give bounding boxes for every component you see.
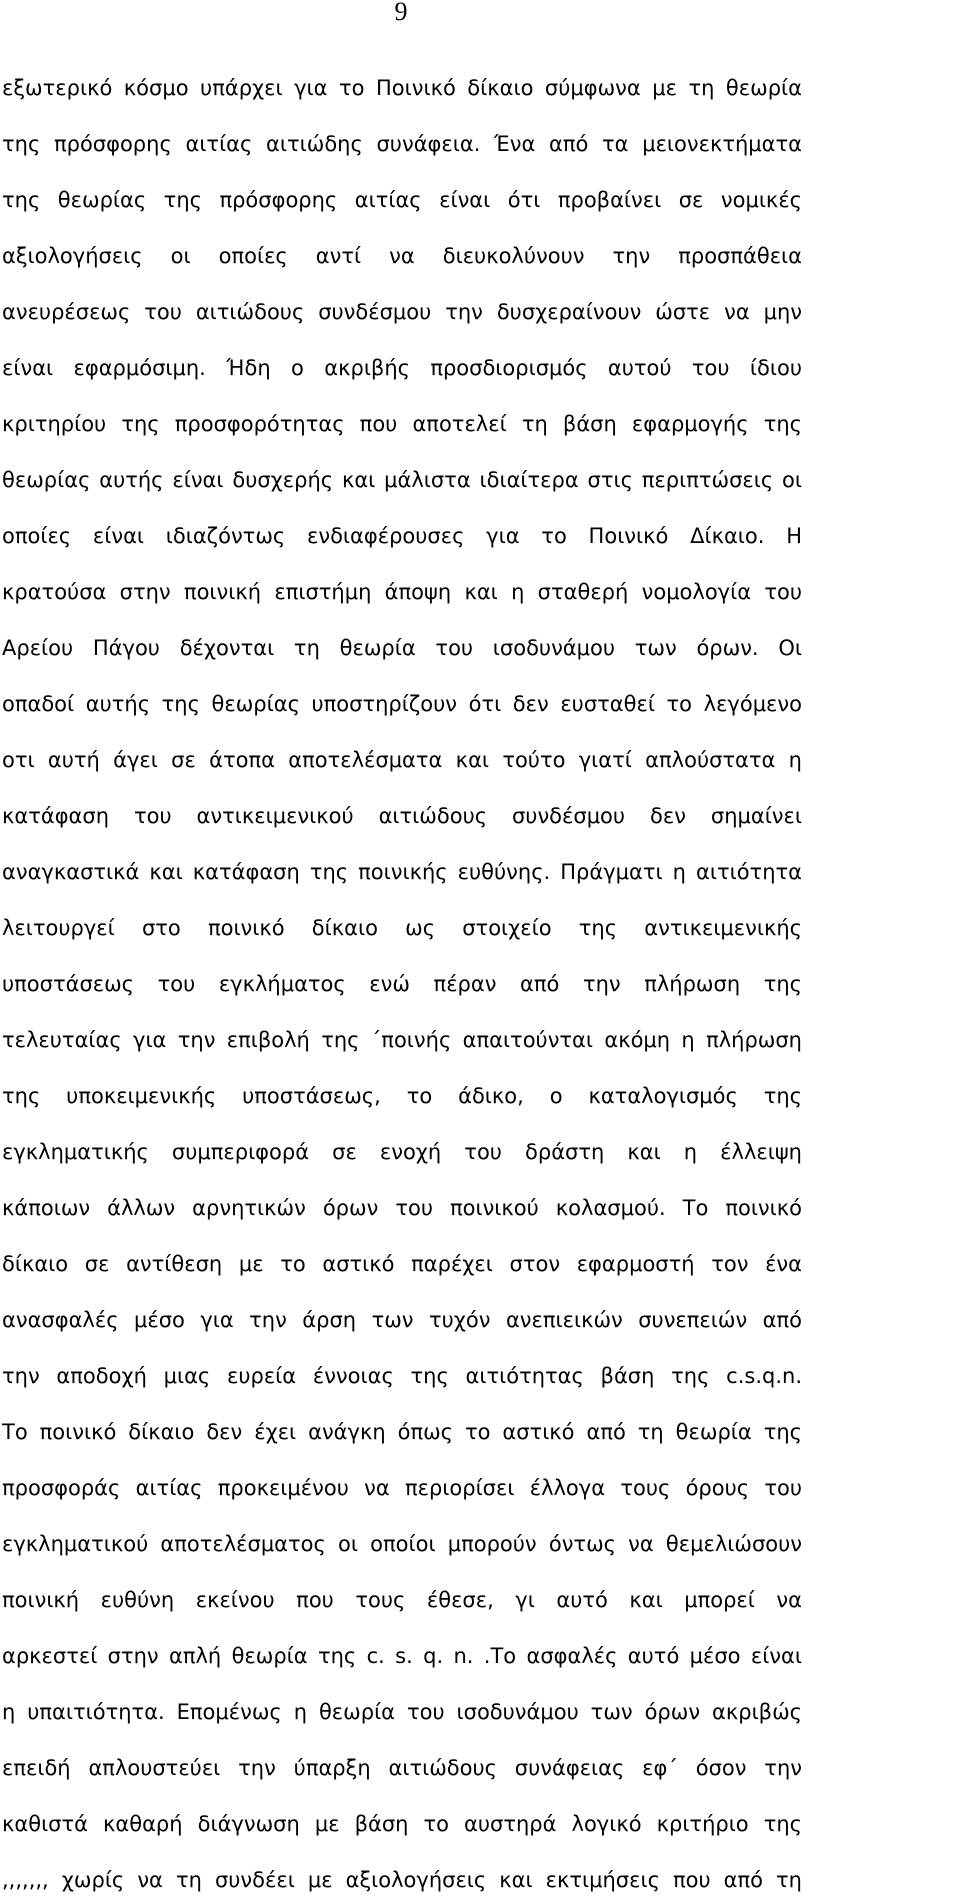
text-line: λειτουργεί στο ποινικό δίκαιο ως στοιχείο της αντικειμενικής (2, 916, 802, 940)
text-line: προσφοράς αιτίας προκειμένου να περιορίσει έλλογα τους όρους του (2, 1476, 802, 1500)
text-line: της υποκειμενικής υποστάσεως, το άδικο, ο καταλογισμός της (2, 1084, 802, 1108)
text-line: οπαδοί αυτής της θεωρίας υποστηρίζουν ότι δεν ευσταθεί το λεγόμενο (2, 692, 802, 716)
text-line: οτι αυτή άγει σε άτοπα αποτελέσματα και τούτο γιατί απλούστατα η (2, 748, 802, 772)
text-line: κάποιων άλλων αρνητικών όρων του ποινικού κολασμού. Το ποινικό (2, 1196, 802, 1220)
text-line: οποίες είναι ιδιαζόντως ενδιαφέρουσες για το Ποινικό Δίκαιο. Η (2, 524, 802, 548)
text-line: κριτηρίου της προσφορότητας που αποτελεί τη βάση εφαρμογής της (2, 412, 802, 436)
text-line: της θεωρίας της πρόσφορης αιτίας είναι ότι προβαίνει σε νομικές (2, 188, 802, 212)
text-line: η υπαιτιότητα. Επομένως η θεωρία του ισοδυνάμου των όρων ακριβώς (2, 1700, 802, 1724)
text-line: υποστάσεως του εγκλήματος ενώ πέραν από την πλήρωση της (2, 972, 802, 996)
text-line: τελευταίας για την επιβολή της ΄ποινής απαιτούνται ακόμη η πλήρωση (2, 1028, 802, 1052)
text-line: εγκληματικής συμπεριφορά σε ενοχή του δράστη και η έλλειψη (2, 1140, 802, 1164)
text-line: επειδή απλουστεύει την ύπαρξη αιτιώδους συνάφειας εφ΄ όσον την (2, 1756, 802, 1780)
text-line: εξωτερικό κόσμο υπάρχει για το Ποινικό δίκαιο σύμφωνα με τη θεωρία (2, 76, 802, 100)
text-line: είναι εφαρμόσιμη. Ήδη ο ακριβής προσδιορισμός αυτού του ίδιου (2, 356, 802, 380)
text-line: της πρόσφορης αιτίας αιτιώδης συνάφεια. Ένα από τα μειονεκτήματα (2, 132, 802, 156)
text-line: ανευρέσεως του αιτιώδους συνδέσμου την δυσχεραίνουν ώστε να μην (2, 300, 802, 324)
text-line: κρατούσα στην ποινική επιστήμη άποψη και η σταθερή νομολογία του (2, 580, 802, 604)
text-line: κατάφαση του αντικειμενικού αιτιώδους συνδέσμου δεν σημαίνει (2, 804, 802, 828)
text-line: αρκεστεί στην απλή θεωρία της c. s. q. n. .Το ασφαλές αυτό μέσο είναι (2, 1644, 802, 1668)
text-line: δίκαιο σε αντίθεση με το αστικό παρέχει στον εφαρμοστή τον ένα (2, 1252, 802, 1276)
text-line: Αρείου Πάγου δέχονται τη θεωρία του ισοδυνάμου των όρων. Οι (2, 636, 802, 660)
text-line: αξιολογήσεις οι οποίες αντί να διευκολύνουν την προσπάθεια (2, 244, 802, 268)
text-line: εγκληματικού αποτελέσματος οι οποίοι μπορούν όντως να θεμελιώσουν (2, 1532, 802, 1556)
text-line: Το ποινικό δίκαιο δεν έχει ανάγκη όπως το αστικό από τη θεωρία της (2, 1420, 802, 1444)
text-line: αναγκαστικά και κατάφαση της ποινικής ευθύνης. Πράγματι η αιτιότητα (2, 860, 802, 884)
text-line: ,,,,,,, χωρίς να τη συνδέει με αξιολογήσεις και εκτιμήσεις που από τη (2, 1868, 802, 1892)
text-line: θεωρίας αυτής είναι δυσχερής και μάλιστα ιδιαίτερα στις περιπτώσεις οι (2, 468, 802, 492)
text-line: την αποδοχή μιας ευρεία έννοιας της αιτιότητας βάση της c.s.q.n. (2, 1364, 802, 1388)
text-line: καθιστά καθαρή διάγνωση με βάση το αυστηρά λογικό κριτήριο της (2, 1812, 802, 1836)
text-line: ποινική ευθύνη εκείνου που τους έθεσε, γι αυτό και μπορεί να (2, 1588, 802, 1612)
text-line: ανασφαλές μέσο για την άρση των τυχόν ανεπιεικών συνεπειών από (2, 1308, 802, 1332)
page-number: 9 (394, 0, 408, 26)
